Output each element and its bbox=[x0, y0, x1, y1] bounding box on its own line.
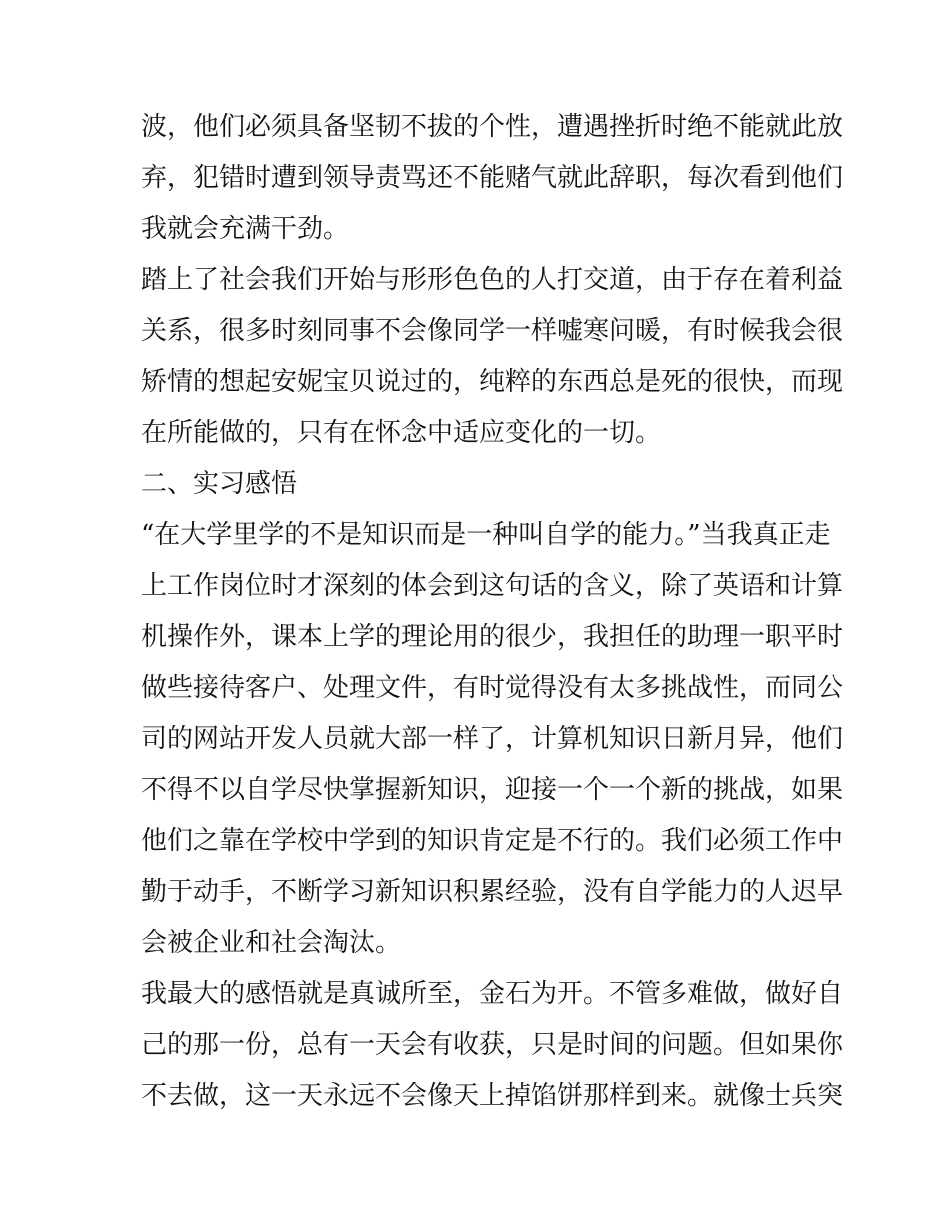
text-line: 不去做，这一天永远不会像天上掉馅饼那样到来。就像士兵突 bbox=[141, 1081, 844, 1111]
text-line: 上工作岗位时才深刻的体会到这句话的含义，除了英语和计算 bbox=[141, 571, 844, 601]
text-line: 矫情的想起安妮宝贝说过的，纯粹的东西总是死的很快，而现 bbox=[141, 367, 844, 397]
document-page bbox=[141, 102, 844, 1122]
text-line: 我最大的感悟就是真诚所至，金石为开。不管多难做，做好自 bbox=[141, 979, 844, 1009]
text-line: 关系，很多时刻同事不会像同学一样嘘寒问暖，有时候我会很 bbox=[141, 316, 844, 346]
text-line: 己的那一份，总有一天会有收获，只是时间的问题。但如果你 bbox=[141, 1030, 844, 1060]
text-line: 波，他们必须具备坚韧不拔的个性，遭遇挫折时绝不能就此放 bbox=[141, 112, 844, 142]
paragraph-2 bbox=[141, 255, 844, 459]
text-line: “在大学里学的不是知识而是一种叫自学的能力。”当我真正走 bbox=[141, 520, 831, 550]
heading-line: 二、实习感悟 bbox=[141, 469, 298, 499]
section-heading bbox=[141, 459, 813, 510]
text-line: 勤于动手，不断学习新知识积累经验，没有自学能力的人迟早 bbox=[141, 877, 844, 907]
paragraph-3 bbox=[141, 510, 844, 969]
text-line: 不得不以自学尽快掌握新知识，迎接一个一个新的挑战，如果 bbox=[141, 775, 844, 805]
text-line: 踏上了社会我们开始与形形色色的人打交道，由于存在着利益 bbox=[141, 265, 844, 295]
paragraph-4 bbox=[141, 969, 844, 1122]
text-line: 会被企业和社会淘汰。 bbox=[141, 928, 402, 958]
text-line: 司的网站开发人员就大部一样了，计算机知识日新月异，他们 bbox=[141, 724, 844, 754]
text-line: 机操作外，课本上学的理论用的很少，我担任的助理一职平时 bbox=[141, 622, 844, 652]
text-line: 弃，犯错时遭到领导责骂还不能赌气就此辞职，每次看到他们 bbox=[141, 163, 844, 193]
text-line: 我就会充满干劲。 bbox=[141, 214, 350, 244]
text-line: 他们之靠在学校中学到的知识肯定是不行的。我们必须工作中 bbox=[141, 826, 844, 856]
paragraph-1 bbox=[141, 102, 844, 255]
text-line: 做些接待客户、处理文件，有时觉得没有太多挑战性，而同公 bbox=[141, 673, 844, 703]
text-line: 在所能做的，只有在怀念中适应变化的一切。 bbox=[141, 418, 662, 448]
